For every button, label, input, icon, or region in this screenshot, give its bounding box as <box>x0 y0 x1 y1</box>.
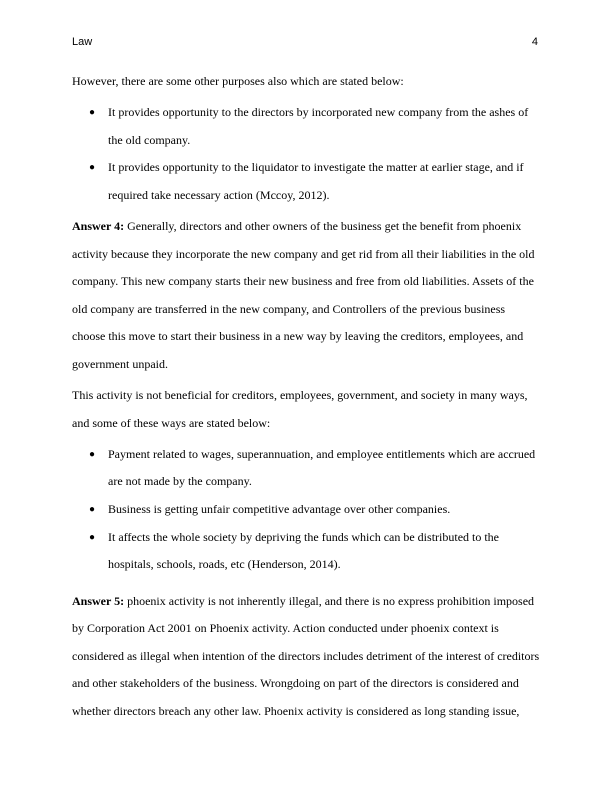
list-item-text: It provides opportunity to the directors by incorporated new company from the ashes of the old company. <box>108 105 529 147</box>
bullet-icon: ● <box>89 448 96 460</box>
bullet-icon: ● <box>89 107 96 119</box>
document-body <box>72 68 540 726</box>
purposes-list <box>72 99 540 209</box>
list-item-text: Business is getting unfair competitive advantage over other companies. <box>108 501 451 516</box>
list-item-text: It affects the whole society by depriving the funds which can be distributed to the hospitals, schools, roads, etc (Henderson, 2014). <box>108 529 500 572</box>
impact-paragraph: This activity is not beneficial for creditors, employees, government, and society in many ways, and some of these ways are stated below: <box>72 388 528 430</box>
answer-4-text: Generally, directors and other owners of the business get the benefit from phoenix activity because they incorporate the new company and get rid from all their liabilities in the old company. This new company starts their new business and free from old liabilities. Assets of the old company are transferred in the new company, and Controllers of the previous business choose this move to start their business in a new way by leaving the creditors, employees, and government unpaid. <box>72 218 535 371</box>
answer-5-paragraph <box>72 588 540 726</box>
bullet-icon: ● <box>89 503 96 515</box>
list-item-text: Payment related to wages, superannuation, and employee entitlements which are accrued are not made by the company. <box>108 446 536 489</box>
page-number: 4 <box>531 36 538 48</box>
page-header <box>72 36 540 52</box>
running-head: Law <box>72 36 93 48</box>
list-item-text: It provides opportunity to the liquidator to investigate the matter at earlier stage, and if required take necessary action (Mccoy, 2012). <box>108 160 524 202</box>
list-item <box>72 524 540 579</box>
list-item <box>72 496 540 524</box>
answer-4-label: Answer 4: <box>72 218 125 233</box>
answer-4-paragraph <box>72 213 540 379</box>
answer-5-label: Answer 5: <box>72 593 125 608</box>
answer-5-text: phoenix activity is not inherently illegal, and there is no express prohibition imposed by Corporation Act 2001 on Phoenix activity. Action conducted under phoenix context is considered as illegal when intention of the directors includes detriment of the interest of creditors and other stakeholders of the business. Wrongdoing on part of the directors is considered and whether directors breach any other law. Phoenix activity is considered as long standing issue, <box>72 593 540 719</box>
list-item <box>72 154 540 209</box>
bullet-icon: ● <box>89 531 96 543</box>
bullet-icon: ● <box>89 162 96 174</box>
list-item <box>72 441 540 496</box>
list-item <box>72 99 540 154</box>
intro-paragraph: However, there are some other purposes also which are stated below: <box>72 74 404 88</box>
impact-list <box>72 441 540 579</box>
